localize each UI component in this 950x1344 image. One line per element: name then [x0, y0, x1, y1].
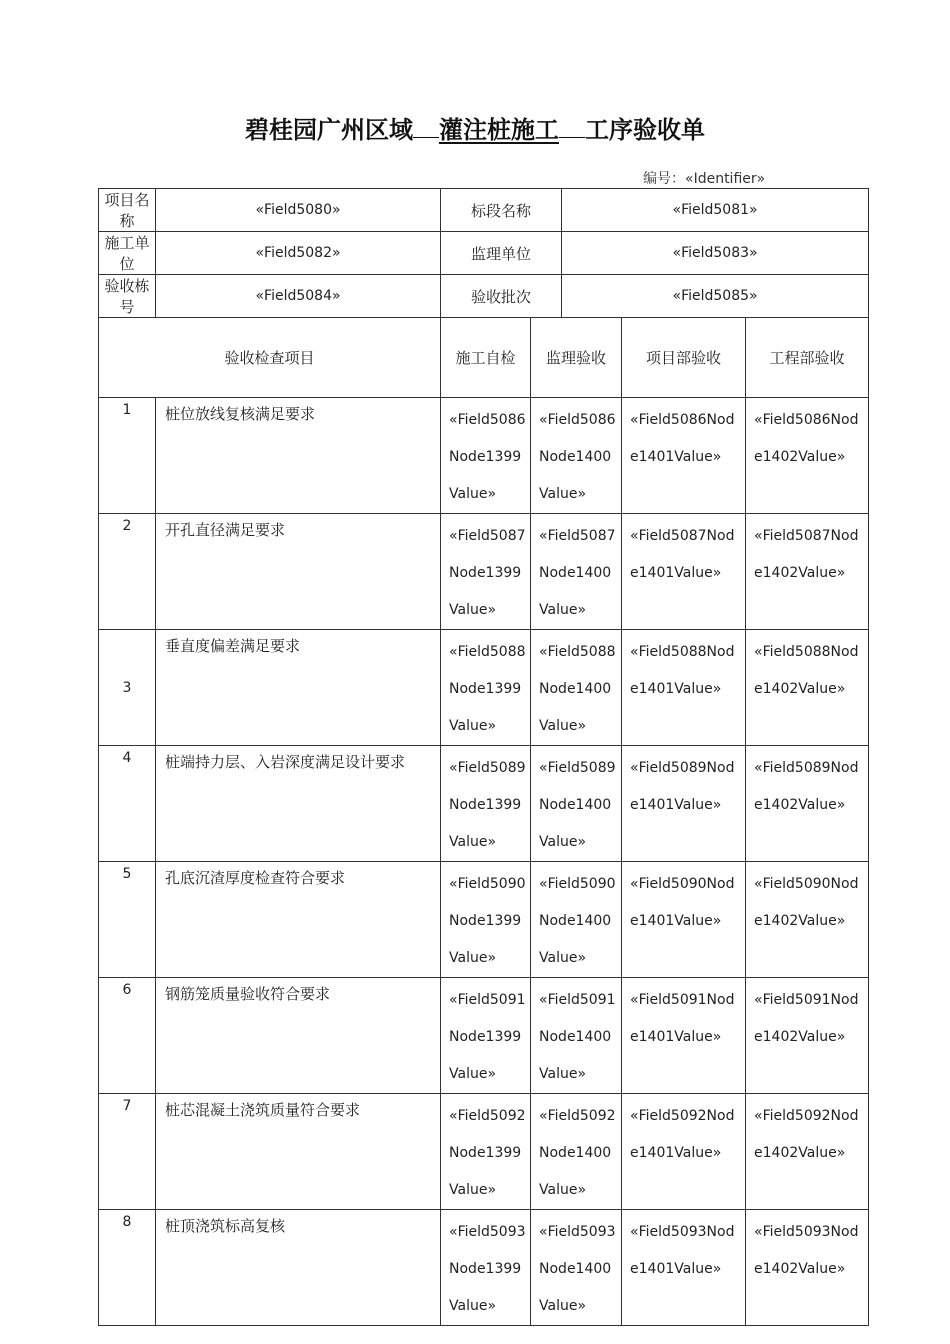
document-code: 编号：«Identifier» [643, 171, 766, 187]
acceptance-table [98, 188, 869, 1326]
title-work-type: 灌注桩施工 [439, 115, 559, 144]
header-project-dept: 项目部验收 [622, 318, 746, 398]
row-supervision: «Field5086Node1400Value» [531, 398, 622, 514]
row-number: 1 [99, 398, 156, 514]
row-item: 钢筋笼质量验收符合要求 [156, 978, 441, 1094]
info-row-building [99, 275, 869, 318]
table-row [99, 398, 869, 514]
row-supervision: «Field5087Node1400Value» [531, 514, 622, 630]
row-engineering-dept: «Field5086Node1402Value» [746, 398, 869, 514]
row-engineering-dept: «Field5090Node1402Value» [746, 862, 869, 978]
batch-value: «Field5085» [562, 275, 869, 318]
row-engineering-dept: «Field5092Node1402Value» [746, 1094, 869, 1210]
row-item: 桩顶浇筑标高复核 [156, 1210, 441, 1326]
table-row [99, 862, 869, 978]
row-supervision: «Field5088Node1400Value» [531, 630, 622, 746]
row-item: 垂直度偏差满足要求 [156, 630, 441, 746]
row-project-dept: «Field5090Node1401Value» [622, 862, 746, 978]
row-number: 4 [99, 746, 156, 862]
batch-label: 验收批次 [441, 275, 562, 318]
table-row [99, 630, 869, 746]
table-row [99, 514, 869, 630]
building-label: 验收栋号 [99, 275, 156, 318]
row-number: 3 [99, 630, 156, 746]
row-engineering-dept: «Field5091Node1402Value» [746, 978, 869, 1094]
row-project-dept: «Field5091Node1401Value» [622, 978, 746, 1094]
row-project-dept: «Field5093Node1401Value» [622, 1210, 746, 1326]
builder-label: 施工单位 [99, 232, 156, 275]
row-engineering-dept: «Field5093Node1402Value» [746, 1210, 869, 1326]
row-number: 6 [99, 978, 156, 1094]
row-number: 7 [99, 1094, 156, 1210]
row-project-dept: «Field5088Node1401Value» [622, 630, 746, 746]
row-item: 开孔直径满足要求 [156, 514, 441, 630]
table-row [99, 1210, 869, 1326]
table-row [99, 746, 869, 862]
table-header [99, 318, 869, 398]
info-row-project [99, 189, 869, 232]
project-name-label: 项目名称 [99, 189, 156, 232]
row-number: 8 [99, 1210, 156, 1326]
row-supervision: «Field5092Node1400Value» [531, 1094, 622, 1210]
header-engineering-dept: 工程部验收 [746, 318, 869, 398]
row-project-dept: «Field5092Node1401Value» [622, 1094, 746, 1210]
row-item: 桩位放线复核满足要求 [156, 398, 441, 514]
row-engineering-dept: «Field5089Node1402Value» [746, 746, 869, 862]
row-project-dept: «Field5089Node1401Value» [622, 746, 746, 862]
row-project-dept: «Field5087Node1401Value» [622, 514, 746, 630]
header-self-check: 施工自检 [441, 318, 531, 398]
row-item: 孔底沉渣厚度检查符合要求 [156, 862, 441, 978]
row-self-check: «Field5090Node1399Value» [441, 862, 531, 978]
info-row-builder [99, 232, 869, 275]
builder-value: «Field5082» [156, 232, 441, 275]
row-engineering-dept: «Field5087Node1402Value» [746, 514, 869, 630]
row-supervision: «Field5093Node1400Value» [531, 1210, 622, 1326]
header-supervision: 监理验收 [531, 318, 622, 398]
row-project-dept: «Field5086Node1401Value» [622, 398, 746, 514]
table-row [99, 1094, 869, 1210]
row-self-check: «Field5091Node1399Value» [441, 978, 531, 1094]
row-self-check: «Field5086Node1399Value» [441, 398, 531, 514]
row-number: 5 [99, 862, 156, 978]
header-check-items: 验收检查项目 [99, 318, 441, 398]
row-supervision: «Field5091Node1400Value» [531, 978, 622, 1094]
row-self-check: «Field5088Node1399Value» [441, 630, 531, 746]
row-item: 桩芯混凝土浇筑质量符合要求 [156, 1094, 441, 1210]
supervisor-label: 监理单位 [441, 232, 562, 275]
row-number: 2 [99, 514, 156, 630]
section-name-value: «Field5081» [562, 189, 869, 232]
document-title [0, 110, 950, 145]
building-value: «Field5084» [156, 275, 441, 318]
supervisor-value: «Field5083» [562, 232, 869, 275]
row-engineering-dept: «Field5088Node1402Value» [746, 630, 869, 746]
title-prefix: 碧桂园广州区域 [245, 115, 413, 144]
row-self-check: «Field5089Node1399Value» [441, 746, 531, 862]
section-name-label: 标段名称 [441, 189, 562, 232]
table-row [99, 978, 869, 1094]
row-supervision: «Field5089Node1400Value» [531, 746, 622, 862]
row-item: 桩端持力层、入岩深度满足设计要求 [156, 746, 441, 862]
project-name-value: «Field5080» [156, 189, 441, 232]
title-suffix: 工序验收单 [585, 115, 705, 144]
row-self-check: «Field5087Node1399Value» [441, 514, 531, 630]
row-self-check: «Field5093Node1399Value» [441, 1210, 531, 1326]
row-supervision: «Field5090Node1400Value» [531, 862, 622, 978]
row-self-check: «Field5092Node1399Value» [441, 1094, 531, 1210]
